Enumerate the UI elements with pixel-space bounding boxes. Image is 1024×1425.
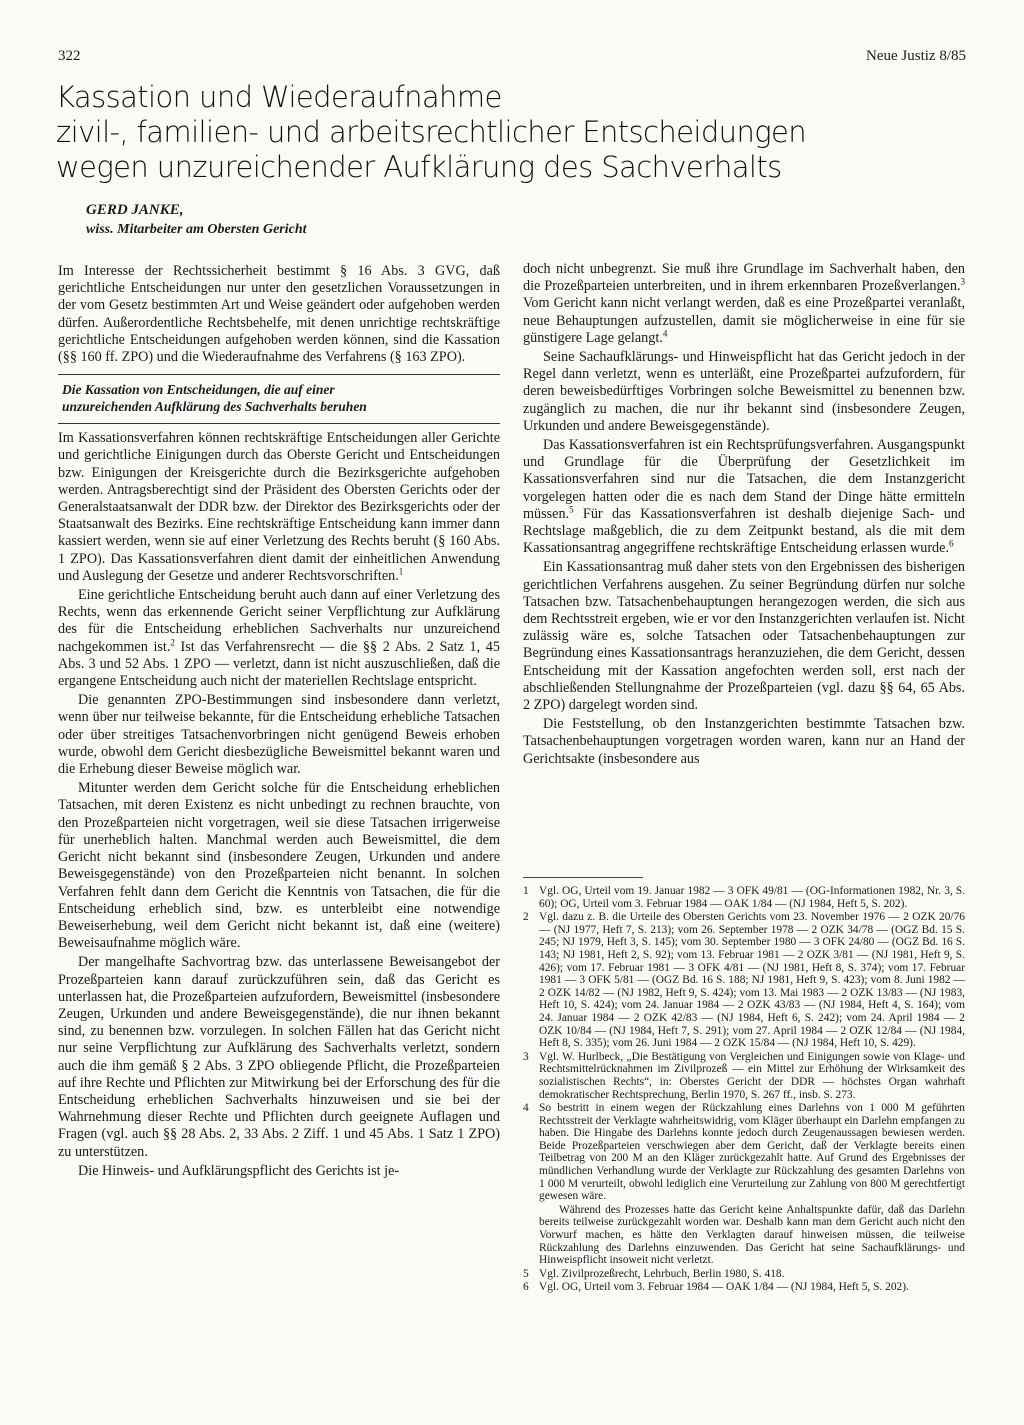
section-heading (58, 381, 500, 415)
footnote-text: Vgl. Zivilprozeßrecht, Lehrbuch, Berlin 1980, S. 418. (539, 1267, 785, 1280)
footnote-text: So bestritt in einem wegen der Rückzahlung eines Darlehns von 1 000 M geführten Rechtsstreit der Verklagte wahrheitswidrig, vom Kläger überhaupt ein Darlehn empfangen zu haben. Die Hingabe des Darlehns konnte jedoch durch Zeugenaussagen bewiesen werden. Beide Prozeßparteien verschwiegen aber dem Gericht, daß der Verklagte bereits einen Teilbetrag von 200 M an den Kläger zurückgezahlt hatte. Auf Grund des Ergebnisses der mündlichen Verhandlung wurde der Verklagte zur Rückzahlung des gesamten Darlehns von 1 000 M verurteilt, obwohl lediglich eine Verurteilung zur Zahlung von 800 M gerechtfertigt gewesen wäre. (539, 1102, 965, 1203)
article-title (56, 80, 816, 185)
footnote-rule (523, 877, 643, 878)
footnote-number: 2 (523, 911, 529, 924)
body-paragraph: Mitunter werden dem Gericht solche für die Entscheidung erheblichen Tatsachen, mit deren Existenz es nicht unbedingt zu rechnen brauchte, von den Prozeßparteien nicht vorgetragen, weil sie diese Tatsachen irrigerweise für unerheblich halten. Manchmal werden auch Beweismittel, die dem Gericht nicht bekannt sind (insbesondere Zeugen, Urkunden und andere Beweisgegenstände) von den Prozeßparteien nicht benannt. In solchen Verfahren fehlt dann dem Gericht die Kenntnis von Tatsachen, die für die Entscheidung erheblich sind, bzw. es unterbleibt eine notwendige Beweiserhebung, weil dem Gericht nicht bekannt ist, daß eine (weitere) Beweisaufnahme möglich wäre. (58, 780, 500, 952)
author-name: GERD JANKE, (86, 202, 184, 218)
footnote-number: 4 (523, 1102, 529, 1115)
section-heading-line: unzureichenden Aufklärung des Sachverhalts beruhen (62, 399, 367, 415)
footnote-text: Vgl. dazu z. B. die Urteile des Obersten Gerichts vom 23. November 1976 — 2 OZK 20/76 — (NJ 1977, Heft 7, S. 213); vom 26. September 1978 — 2 OZK 34/78 — (OGZ Bd. 15 S. 245; NJ 1979, Heft 3, S. 145); vom 30. September 1980 — 3 OFK 24/80 — (OGZ Bd. 16 S. 143; NJ 1981, Heft 2, S. 92); vom 13. Februar 1981 — 2 OZK 3/81 — (NJ 1981, Heft 9, S. 426); vom 17. Februar 1981 — 3 OFK 4/81 — (NJ 1981, Heft 8, S. 374); vom 17. Februar 1981 — 3 OFK 5/81 — (OGZ Bd. 16 S. 188; NJ 1981, Heft 9, S. 423); vom 8. Juni 1982 — 2 OZK 14/82 — (NJ 1982, Heft 9, S. 424); vom 13. Mai 1983 — 2 OZK 13/83 — (NJ 1983, Heft 10, S. 424); vom 24. Januar 1984 — 2 OZK 43/83 — (NJ 1984, Heft 4, S. 164); vom 24. Januar 1984 — 2 OZK 42/83 — (NJ 1984, Heft 6, S. 242); vom 24. April 1984 — 2 OZK 10/84 — (NJ 1984, Heft 7, S. 291); vom 27. April 1984 — 2 OZK 12/84 — (NJ 1984, Heft 8, S. 335); vom 26. Juni 1984 — 2 OZK 15/84 — (NJ 1984, Heft 10, S. 429). (539, 911, 965, 1050)
page-header (58, 48, 966, 68)
footnote-ref: 5 (569, 504, 574, 515)
body-paragraph: Der mangelhafte Sachvortrag bzw. das unterlassene Beweisangebot der Prozeßparteien kann darauf zurückzuführen sein, daß das Gericht es unterlassen hat, die Prozeßparteien aufzufordern, Beweismittel (insbesondere Zeugen, Urkunden und andere Beweisgegenstände), die nur ihnen bekannt sind, zu benennen bzw. vorzulegen. In solchen Fällen hat das Gericht nicht nur seine Verpflichtung zur Aufklärung des Sachverhalts verletzt, sondern auch die ihm gemäß § 2 Abs. 3 ZPO obliegende Pflicht, die Prozeßparteien auf ihre Rechte und Pflichten zur Mitwirkung bei der Erforschung des für die Entscheidung erheblichen Sachverhalts hinzuweisen und sie bei der Wahrnehmung dieser Rechte und Pflichten durch geeignete Auflagen und Fragen (vgl. auch §§ 28 Abs. 2, 33 Abs. 2 Ziff. 1 und 45 Abs. 1 Satz 1 ZPO) zu unterstützen. (58, 954, 500, 1160)
journal-issue: Neue Justiz 8/85 (866, 48, 966, 64)
footnote (523, 911, 965, 1050)
footnote-continuation: Während des Prozesses hatte das Gericht keine Anhaltspunkte dafür, daß das Darlehn bereits teilweise zurückgezahlt worden war. Deshalb kann man dem Gericht auch nicht den Vorwurf machen, es hätte den Verklagten darauf hinweisen müssen, die teilweise Rückzahlung des Darlehns einzuwenden. Das Gericht hat seine Sachaufklärungs- und Hinweispflicht insoweit nicht verletzt. (539, 1203, 965, 1267)
page-number: 322 (58, 48, 81, 64)
section-divider (58, 374, 500, 375)
footnote (523, 885, 965, 910)
body-paragraph: Die genannten ZPO-Bestimmungen sind insbesondere dann verletzt, wenn über nur teilweise bekannte, für die Entscheidung erhebliche Tatsachen oder über streitiges Tatsachenvorbringen nicht genügend Beweis erhoben wurde, obwohl dem Gericht diesbezügliche Beweismittel bekannt waren und die Erhebung dieser Beweise möglich war. (58, 692, 500, 778)
footnote-ref: 4 (662, 328, 668, 339)
author-affiliation: wiss. Mitarbeiter am Obersten Gericht (86, 222, 307, 237)
footnote-ref: 6 (949, 538, 954, 549)
footnote (523, 1102, 965, 1203)
section-heading-line: Die Kassation von Entscheidungen, die auf einer (62, 382, 335, 398)
body-paragraph: Im Kassationsverfahren können rechtskräftige Entscheidungen aller Gerichte und gerichtliche Einigungen durch das Oberste Gericht und Entscheidungen bzw. Einigungen der Kreisgerichte durch die Bezirksgerichte aufgehoben werden. Antragsberechtigt sind der Präsident des Obersten Gerichts oder der Generalstaatsanwalt der DDR bzw. der Direktor des Bezirksgerichts oder der Staatsanwalt des Bezirks. Eine rechtskräftige Entscheidung kann immer dann kassiert werden, wenn sie auf einer Verletzung des Rechts beruht (§ 160 Abs. 1 ZPO). Das Kassationsverfahren dient damit der einheitlichen Anwendung und Auslegung der Gesetze und anderer Rechtsvorschriften.$^1$ (58, 430, 500, 584)
body-paragraph: doch nicht unbegrenzt. Sie muß ihre Grundlage im Sachverhalt haben, den die Prozeßparteien unterbreiten, und in ihrem erkennbaren Prozeßverlangen.$^3$ Vom Gericht kann nicht verlangt werden, daß es eine Prozeßpartei veranlaßt, neue Behauptungen aufzustellen, damit sie möglicherweise in eine für sie günstigere Lage gelangt.$^4$ (523, 261, 965, 346)
title-line: zivil-, familien- und arbeitsrechtlicher Entscheidungen (56, 115, 807, 149)
left-column (58, 263, 500, 1180)
title-line: Kassation und Wiederaufnahme (56, 80, 502, 114)
footnote-text: Vgl. OG, Urteil vom 19. Januar 1982 — 3 OFK 49/81 — (OG-Informationen 1982, Nr. 3, S. 60); OG, Urteil vom 3. Februar 1984 — OAK 1/84 — (NJ 1984, Heft 5, S. 202). (539, 885, 965, 910)
footnote-number: 6 (523, 1281, 529, 1294)
footnote-ref: 1 (398, 566, 404, 577)
intro-paragraph: Im Interesse der Rechtssicherheit bestimmt § 16 Abs. 3 GVG, daß gerichtliche Entscheidungen nur unter den gesetzlichen Voraussetzungen in der vom Gesetz bestimmten Art und Weise geändert oder aufgehoben werden dürfen. Außerordentliche Rechtsbehelfe, mit denen unrichtige rechtskräftige gerichtliche Entscheidungen aufgehoben werden können, sind die Kassation (§§ 160 ff. ZPO) und die Wiederaufnahme des Verfahrens (§ 163 ZPO). (58, 263, 500, 366)
footnote (523, 1268, 965, 1281)
footnote-text: Vgl. OG, Urteil vom 3. Februar 1984 — OAK 1/84 — (NJ 1984, Heft 5, S. 202). (539, 1281, 909, 1294)
title-line: wegen unzureichender Aufklärung des Sachverhalts (56, 150, 782, 184)
footnote (523, 1051, 965, 1101)
footnotes (523, 885, 965, 1295)
footnote-number: 5 (523, 1267, 529, 1280)
footnote-number: 1 (523, 885, 529, 897)
body-paragraph: Ein Kassationsantrag muß daher stets von den Ergebnissen des bisherigen gerichtlichen Verfahrens ausgehen. Zu seiner Begründung dürfen nur solche Tatsachen bzw. Tatsachenbehauptungen herangezogen werden, die sich aus dem Rechtsstreit ergeben, wie er vor den Instanzgerichten verlaufen ist. Nicht zulässig wäre es, solche Tatsachen oder Tatsachenbehauptungen zur Begründung eines Kassationsantrags heranzuziehen, die dem Gericht, dessen Entscheidung mit der Kassation angefochten werden soll, erst nach der abschließenden Stellungnahme der Prozeßparteien (vgl. dazu §§ 64, 65 Abs. 2 ZPO) dargelegt worden sind. (523, 559, 965, 714)
footnote (523, 1281, 965, 1294)
right-column (523, 261, 965, 768)
body-paragraph: Das Kassationsverfahren ist ein Rechtsprüfungsverfahren. Ausgangspunkt und Grundlage für die Überprüfung der Gesetzlichkeit im Kassationsverfahren sind nur die Tatsachen, die dem Instanzgericht vorgelegen hatten oder die es nach dem Stand der Dinge hätte ermitteln müssen.$^5$ Für das Kassationsverfahren ist deshalb diejenige Sach- und Rechtslage maßgeblich, die zu dem Zeitpunkt bestand, als die mit dem Kassationsantrag angegriffene rechtskräftige Entscheidung erlassen wurde.$^6$ (523, 437, 965, 557)
section-divider (58, 423, 500, 424)
footnote-ref: 3 (960, 276, 965, 287)
footnote-text: Vgl. W. Hurlbeck, „Die Bestätigung von Vergleichen und Einigungen sowie von Klage- und Rechtsmittelrücknahmen im Zivilprozeß — ein Mittel zur Erhöhung der Wirksamkeit des sozialistischen Rechts“, in: Oberstes Gericht der DDR — höchstes Organ wahrhaft demokratischer Rechtsprechung, Berlin 1970, S. 267 ff., insb. S. 273. (539, 1050, 965, 1101)
body-paragraph: Die Feststellung, ob den Instanzgerichten bestimmte Tatsachen bzw. Tatsachenbehauptungen vorgetragen worden waren, kann nur an Hand der Gerichtsakte (insbesondere aus (523, 716, 965, 767)
footnote-number: 3 (523, 1050, 529, 1063)
footnote-ref: 2 (170, 636, 175, 647)
body-paragraph: Die Hinweis- und Aufklärungspflicht des Gerichts ist je- (78, 1162, 400, 1179)
body-paragraph: Eine gerichtliche Entscheidung beruht auch dann auf einer Verletzung des Rechts, wenn das erkennende Gericht seiner Verpflichtung zur Aufklärung des für die Entscheidung erheblichen Sachverhalts nur unzureichend nachgekommen ist.$^2$ Ist das Verfahrensrecht — die §§ 2 Abs. 2 Satz 1, 45 Abs. 3 und 52 Abs. 1 ZPO — verletzt, dann ist nicht auszuschließen, daß die ergangene Entscheidung auch nicht der materiellen Rechtslage entspricht. (58, 587, 500, 690)
body-paragraph: Seine Sachaufklärungs- und Hinweispflicht hat das Gericht jedoch in der Regel dann verletzt, wenn es unterläßt, eine Prozeßpartei aufzufordern, für deren beweisbedürftiges Vorbringen solche Beweismittel zu benennen bzw. zugänglich zu machen, die nur ihr bekannt sind (insbesondere Zeugen, Urkunden und andere Beweisgegenstände). (523, 349, 965, 434)
